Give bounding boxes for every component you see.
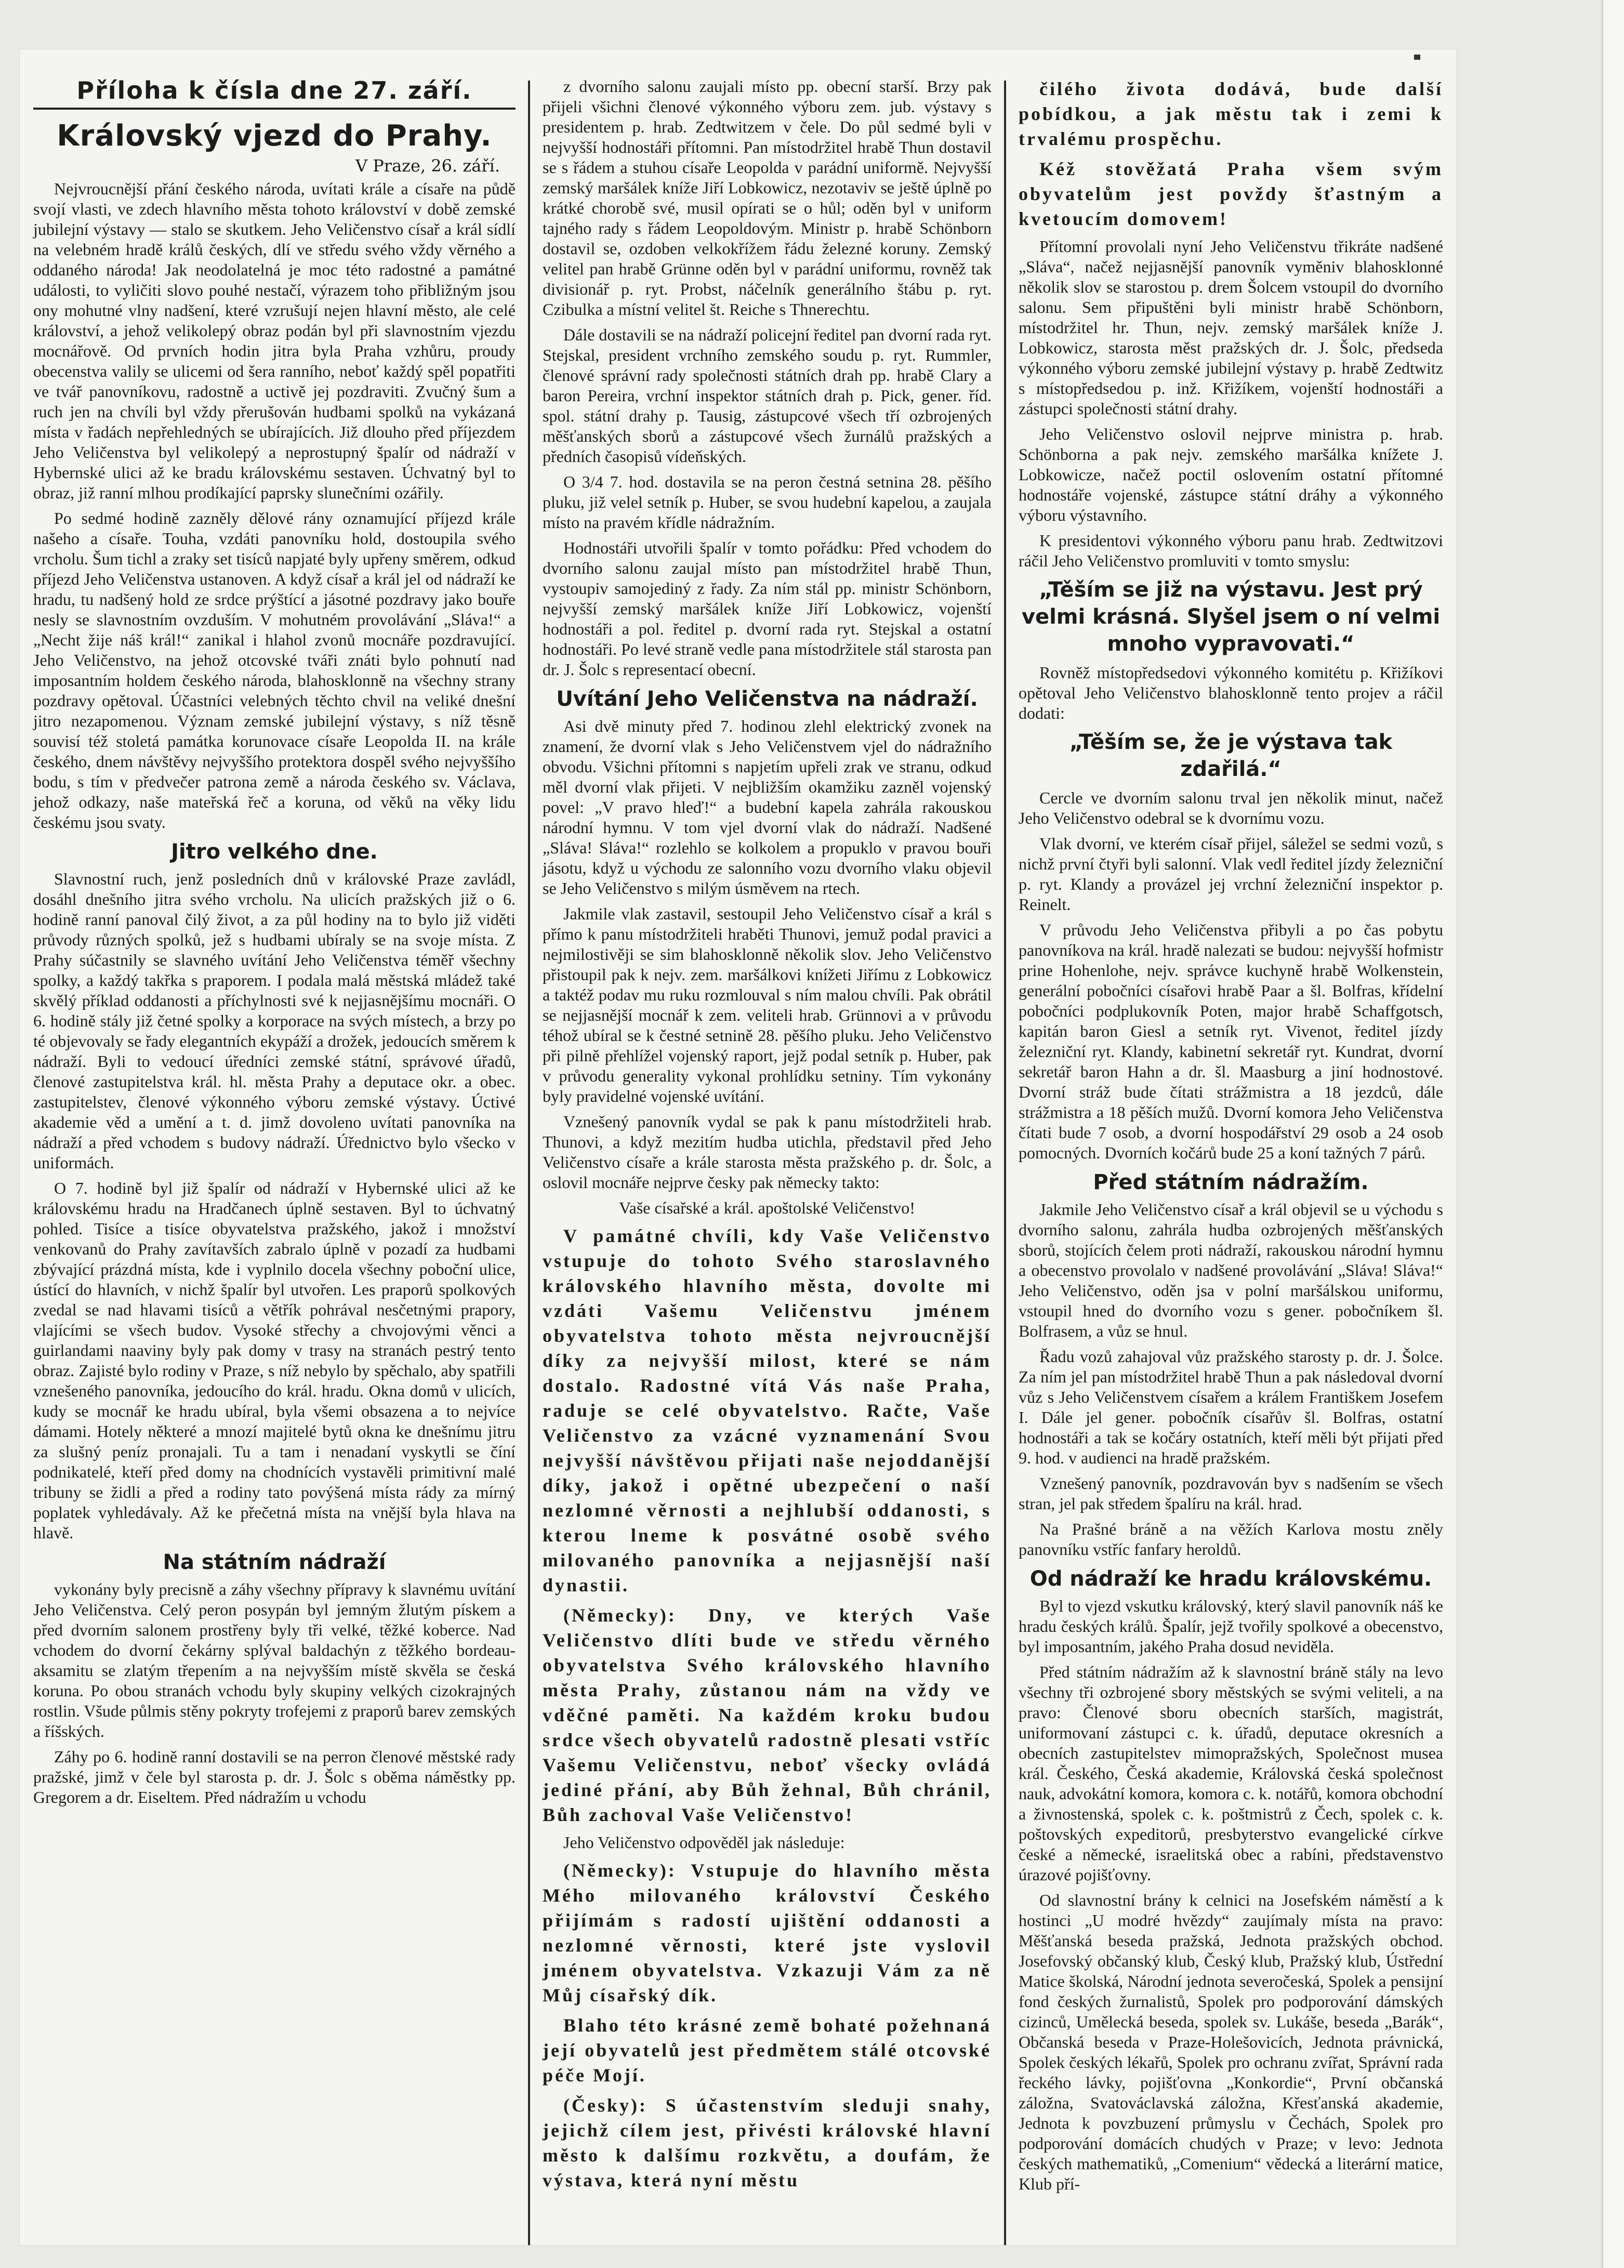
column-3 — [1005, 49, 1457, 2245]
paragraph: Po sedmé hodině zazněly dělové rány oznamující příjezd krále našeho a císaře. Touha, vzdáti panovníku hold, dostoupila svého vrcholu. Šum tichl a zraky set tisíců napjaté byly upřeny směrem, odkud příjezd Jeho Veličenstva ustanoven. A když císař a král jel od nádraží ke hradu, tu nadšený hold ze srdce prýštící a jásotné pozdravy jako bouře nesly se slavnostním ovzduším. V mohutném provolávání „Sláva!“ a „Necht žije náš král!“ zanikal i hlahol zvonů mocnáře pozdravující. Jeho Veličenstvo, na jehož otcovské tváři znáti bylo pohnutí nad imposantním holdem českého národa, blahosklonně na všechny strany pozdravy opětoval. Účastníci velebných těchto chvil na veliké dnešní jitro nezapomenou. Význam zemské jubilejní výstavy, s níž těsně souvisí též stoletá památka korunovace císaře Leopolda II. na krále českého, dnem návštěvy nejvyššího protektora dospěl svého nejvyššího bodu, s tím v předvečer patrona země a národa českého sv. Václava, jehož odkazy, naše mateřská řeč a koruna, od věků na věky lidu českému jsou svaty. — [33, 509, 516, 832]
paragraph: Záhy po 6. hodině ranní dostavili se na perron členové městské rady pražské, jimž v čele byl starosta p. dr. J. Šolc s oběma náměstky pp. Gregorem a dr. Eiseltem. Před nádražím u vchodu — [33, 1747, 516, 1807]
paragraph: Jakmile vlak zastavil, sestoupil Jeho Veličenstvo císař a král s přímo k panu místodržiteli hraběti Thunovi, jemuž podal pravici a nejmilostivěji se sim blahosklonně několik slov. Jeho Veličenstvo přistoupil pak k nejv. zem. maršálkovi knížeti Jiřímu z Lobkowicz a taktéž podav mu ruku rozmlouval s ním malou chvíli. Pak obrátil se nejjasnější mocnář k zem. veliteli hrab. Grünnovi a v průvodu téhož ubíral se k čestné setnině 28. pěšího pluku. Jeho Veličenstvo při pilně přehlížel vojenský raport, jejž podal setník p. Huber, pak v průvodu generality vykonal prohlídku setniny. Tím vykonány byly pravidelné vojenské uvítání. — [543, 904, 992, 1105]
paragraph: vykonány byly precisně a záhy všechny přípravy k slavnému uvítání Jeho Veličenstva. Celý peron posypán byl jemným žlutým pískem a před dvorním salonem prostřeny byly tři velké, těžké koberce. Nad vchodem do dvorní čekárny splýval baldachýn z těžkého bordeau-aksamitu se zlatým třepením a na nejvyšším místě skvěla se česká koruna. Po obou stranách vchodu byly skupiny velkých cizokrajných rostlin. Všude půlmis stěny pokryty trofejemi z praporů barev zemských a říšských. — [33, 1580, 516, 1740]
paragraph: Dále dostavili se na nádraží policejní ředitel pan dvorní rada ryt. Stejskal, president vrchního zemského soudu p. ryt. Rummler, členové správní rady společnosti státních drah pp. hrabě Clary a baron Pereira, vrchní inspektor státních drah p. Pick, gener. říd. spol. státní drahy p. Tausig, zástupcové všech tří ozbrojených měšťanských sborů a zástupcové všech žurnálů pražských a předních časopisů vídeňských. — [543, 325, 992, 466]
speech-text: V památné chvíli, kdy Vaše Veličenstvo vstupuje do tohoto Svého staroslavného královského hlavního města, dovolte mi vzdáti Vašemu Veličenstvu jménem obyvatelstva tohoto města nejvroucnější díky za nejvyšší milost, které se nám dostalo. Radostné vítá Vás naše Praha, raduje se celé obyvatelstvo. Račte, Vaše Veličenstvo za vzácné vyznamenání Svou nejvyšší návštěvou přijati naše nejoddanější díky, jakož i opětné ubezpečení o naší nezlomné věrnosti a nejhlubší oddanosti, s kterou lneme k posvátné osobě svého milovaného panovníka a nejjasnější naší dynastii. — [543, 1225, 992, 1595]
quote: „Těším se již na výstavu. Jest prý velmi krásná. Slyšel jsem o ní velmi mnoho vypravovati.“ — [1021, 578, 1441, 656]
column-2 — [529, 49, 1005, 2245]
scan-edge — [1602, 0, 1624, 2268]
paragraph: Řadu vozů zahajoval vůz pražského starosty p. dr. J. Šolce. Za ním jel pan místodržitel hrabě Thun a pak následoval dvorní vůz s Jeho Veličenstvem císařem a králem Františkem Josefem I. Dále jel gener. pobočník císařův šl. Bolfras, ostatní hodnostáři a tak se kočáry ostatních, kteří měli být přijati před 9. hod. v audienci na hradě pražském. — [1019, 1347, 1443, 1467]
paragraph: Jeho Veličenstvo oslovil nejprve ministra p. hrab. Schönborna a pak nejv. zemského maršálka knížete J. Lobkowicze, načež poctil oslovením ostatní přítomné hodnostáře vojenské, zástupce státní dráhy a výkonného výboru výstavního. — [1019, 425, 1443, 524]
section-heading: Před státním nádražím. — [1093, 1170, 1369, 1194]
paragraph: Jeho Veličenstvo odpověděl jak následuje: — [563, 1833, 845, 1852]
paragraph: Vznešený panovník vydal se pak k panu místodržiteli hrab. Thunovi, a když mezitím hudba utichla, představil před Jeho Veličenstvo císaře a krále starosta města pražského p. dr. Šolc, a oslovil mocnáře nejprve česky pak německy takto: — [543, 1112, 992, 1192]
supplement-title: Příloha k čísla dne 27. září. — [33, 76, 516, 110]
emperor-reply: Blaho této krásné země bohaté požehnaná její obyvatelů jest předmětem stálé otcovské péče Mojí. — [543, 2015, 992, 2086]
column-1 — [20, 49, 529, 2245]
paragraph: O 7. hodině byl již špalír od nádraží v Hybernské ulici až ke královskému hradu na Hradčanech úplně sestaven. Byl to úchvatný pohled. Tisíce a tisíce obyvatelstva pražského, jakož i množství venkovanů do Prahy zavítavších zabralo úplně v pozadí za hudbami zbývající prázdná místa, kde i vyplnilo docela všechny poboční ulice, ústící do hlavních, v nichž špalír byl utvořen. Les praporů spolkových zvedal se nad hlavami tisíců a větřík pohrával nesčetnými prapory, vlajícími se všech budov. Vysoké střechy a chvojovými věnci a guirlandami naaviny byly pak domy v trasy na stranách pestrý tento obraz. Zajisté bylo rodiny v Praze, s níž nebylo by spěchalo, aby spatřili vznešeného panovníka, jedoucího do král. hradu. Okna domů v ulicích, kudy se mocnář ke hradu ubíral, byla všemi obsazena a to nejvíce dámami. Hotely některé a mnozí majitelé bytů okna ke dnešnímu jitru za slušný peníz pronajali. Tu a tam i nenadaní vyskytli se číní podnikatelé, kteří před domy na chodnících vystavěli primitivní malé tribuny se židli a před a rodiny tato povýšená místa rády za mírný poplatek vyhledávaly. Až ke přečetná místa na vnější byla hlava na hlavě. — [33, 1179, 516, 1542]
paragraph: z dvorního salonu zaujali místo pp. obecní starší. Brzy pak přijeli všichni členové výkonného výboru zem. jub. výstavy s presidentem p. hrab. Zedtwitzem v čele. Do půl sedmé byli v nejvyšší hodnostáři přítomni. Pan místodržitel hrabě Thun dostavil se s řádem a stuhou císaře Leopolda v parádní uniformě. Nejvyšší zemský maršálek kníže Jiří Lobkowicz, nezotaviv se ještě úplně po krátké chorobě své, musil opírati se o hůl; oděn byl v uniform tajného rady s řádem Leopoldovým. Ministr p. hrabě Schönborn dostavil se, ozdoben velkokřížem řádu železné koruny. Zemský velitel pan hrabě Grünne oděn byl v parádní uniformu, rovněž tak divisionář p. ryt. Probst, náčelník generálního štábu p. ryt. Czibulka a místní velitel št. Reiche s Thnerechtu. — [543, 77, 992, 319]
paragraph: Cercle ve dvorním salonu trval jen několik minut, načež Jeho Veličenstvo odebral se k dvornímu vozu. — [1019, 788, 1443, 827]
quote: „Těším se, že je výstava tak zdařilá.“ — [1069, 730, 1393, 781]
section-heading: Jitro velkého dne. — [171, 840, 378, 864]
paragraph: Asi dvě minuty před 7. hodinou zlehl elektrický zvonek na znamení, že dvorní vlak s Jeho Veličenstvem vjel do nádražního obvodu. Všichni přítomni s napjetím upřeli zrak ve stranu, odkud měl dvorní vlak přijeti. V nejbližším okamžiku zazněl vojenský povel: „V pravo hleď!“ a budební kapela zahrála rakouskou národní hymnu. V tom vjel dvorní vlak do nádraží. Nadšené „Sláva! Sláva!“ rozlehlo se kolkolem a propuklo v pravou bouři jásotu, když u východu ze salonního vozu dvorního vlaku objevil se Jeho Veličenstvo s milým úsměvem na rtech. — [543, 717, 992, 898]
emperor-reply: čilého života dodává, bude další pobídkou, a jak městu tak i zemi k trvalému prospěchu. — [1019, 78, 1443, 149]
emperor-reply: (Česky): S účastenstvím sleduji snahy, jejichž cílem jest, přivésti královské hlavní město k dalšímu rozkvětu, a doufám, že výstava, která nyní městu — [543, 2095, 992, 2191]
paragraph: Slavnostní ruch, jenž posledních dnů v královské Praze zavládl, dosáhl dnešního jitra svého vrcholu. Na ulicích pražských již o 6. hodině ranní panoval čilý život, a za půl hodiny na to bylo již viděti průvody různých spolků, jež s hudbami ubíraly se na svoje místa. Z Prahy súčastnily se slavného uvítání Jeho Veličenstva téměř všechny spolky, a každý takřka s praporem. I podala malá městská mládež také skvělý příklad oddanosti a příchylnosti své k nejjasnějšímu mocnáři. O 6. hodině stály již četné spolky a korporace na svých místech, a brzy po té objevovaly se řady elegantních ekypáží a drožek, jedoucích směrem k nádraží. Byli to vedoucí úředníci zemské státní, správové úřadů, členové zastupitelstva král. hl. města Prahy a deputace okr. a obec. zastupitelstev, členové výkonného výboru zemské výstavy. Úctivé akademie věd a umění a t. d. jimž dovoleno uvítati panovníka na nádraží a před vchodem s budovy nádraží. Úřednictvo bylo všecko v uniformách. — [33, 869, 516, 1172]
paragraph: Nejvroucnější přání českého národa, uvítati krále a císaře na půdě svojí vlasti, ve zdech hlavního města tohoto království v době zemské jubilejní výstavy — stalo se skutkem. Jeho Veličenstvo císař a král sídlí na velebném hradě králů českých, dlí ve středu svého vždy věrného a oddaného národa! Jak neodolatelná je moc této radostné a památné události, to vyličiti slovo pouhé nestačí, výrazem toho přibližným jsou ony mohutné vlny nadšení, které vzrušují nejen hlavní město, ale celé království, a jehož velikolepý obraz podán byl při slavnostním vjezdu mocnářově. Od prvních hodin jitra byla Praha vzhůru, proudy obecenstva valily se ulicemi od šera ranního, neboť každý spěl popatřiti ve tvář panovníkovu, radostně a uctivě jej pozdraviti. Zvučný šum a ruch jen na chvíli byl vždy přerušován hudbami spolků na vykázaná místa v řadách nepřehledných se ubírajících. Již dlouho před příjezdem Jeho Veličenstva byl velikolepý a neprostupný špalír od nádraží v Hybernské ulici až ke bradu královskému sestaven. Úchvatný byl to obraz, již ranní mlhou prodíkající paprsky slunečními ozářily. — [33, 179, 516, 502]
newspaper-page — [20, 49, 1457, 2245]
paragraph: Vznešený panovník, pozdravován byv s nadšením se všech stran, jel pak středem špalíru na král. hrad. — [1019, 1474, 1443, 1513]
paragraph: K presidentovi výkonného výboru panu hrab. Zedtwitzovi ráčil Jeho Veličenstvo promluviti v tomto smyslu: — [1019, 531, 1443, 570]
emperor-reply: (Německy): Vstupuje do hlavního města Mého milovaného království Českého přijímám s radostí ujištění oddanosti a nezlomné věrnosti, které jste vyslovil jménem obyvatelstva. Vzkazuji Vám za ně Můj císařský dík. — [543, 1860, 992, 2006]
salutation: Vaše císařské a král. apoštolské Veličenstvo! — [619, 1198, 915, 1217]
paragraph: Jakmile Jeho Veličenstvo císař a král objevil se u východu s dvorního salonu, zahrála hudba ozbrojených měšťanských sborů, stojících čelem proti nádraží, rakouskou národní hymnu a obecenstvo provolalo v nadšené provolávání „Sláva! Sláva!“ Jeho Veličenstvo, oděn jsa v polní maršálskou uniformu, vstoupil hned do dvorního vozu s gener. pobočníkem šl. Bolfrasem, a vůz se hnul. — [1019, 1200, 1443, 1340]
paragraph: Přítomní provolali nyní Jeho Veličenstvu třikráte nadšené „Sláva“, načež nejjasnější panovník vyměniv blahosklonné několik slov se starostou p. drem Šolcem vstoupil do dvorního salonu. Sem připuštěni byli ministr hrabě Schönborn, místodržitel hr. Thun, nejv. zemský maršálek kníže J. Lobkowicz, starosta měst pražských dr. J. Šolc, předseda výkonného výboru zemské jubilejní výstavy p. hrabě Zedtwitz s místopředsedou p. inž. Křižíkem, vojenští hodnostáři a zástupci společnosti státní drahy. — [1019, 237, 1443, 418]
paragraph: Hodnostáři utvořili špalír v tomto pořádku: Před vchodem do dvorního salonu zaujal místo pan místodržitel hrabě Thun, vystoupiv samojediný z řady. Za ním stál pp. ministr Schönborn, nejvyšší zemský maršálek kníže Jiří Lobkowicz, vojenští hodnostáři a pol. ředitel p. dvorní rada ryt. Stejskal a ostatní hodnostáři. Po levé straně vedle pana místodržitele stál starosta pan dr. J. Šolc s representací obecní. — [543, 538, 992, 679]
emperor-reply: Kéž stověžatá Praha všem svým obyvatelům jest povždy šťastným a kvetoucím domovem! — [1019, 159, 1443, 229]
paragraph: Rovněž místopředsedovi výkonného komitétu p. Křižíkovi opětoval Jeho Veličenstvo blahosklonně tento projev a ráčil dodati: — [1019, 663, 1443, 722]
article-headline: Královský vjezd do Prahy. — [57, 119, 492, 153]
paragraph: Byl to vjezd vskutku královský, který slavil panovník náš ke hradu českých králů. Špalír, jejž tvořily spolkové a obecenstvo, byl imposantním, jakého Praha dosud neviděla. — [1019, 1597, 1443, 1656]
dateline: V Praze, 26. září. — [355, 156, 500, 176]
paragraph: Vlak dvorní, ve kterém císař přijel, sáležel se sedmi vozů, s nichž první čtyři byli salonní. Vlak vedl ředitel jízdy železniční p. ryt. Klandy a provázel jej vrchní železniční inspektor p. Reinelt. — [1019, 834, 1443, 914]
paragraph: Na Prašné bráně a na věžích Karlova mostu zněly panovníku vstříc fanfary heroldů. — [1019, 1520, 1443, 1559]
paragraph: Od slavnostní brány k celnici na Josefském náměstí a k hostinci „U modré hvězdy“ zaujímaly místa na pravo: Měšťanská beseda pražská, Jednota pražských obchod. Josefovský občanský klub, Český klub, Pražský klub, Ústřední Matice školská, Národní jednota severočeská, Spolek a pensijní fond českých žurnalistů, Spolek pro podporování dámských cizinců, Umělecká beseda, spolek sv. Lukáše, beseda „Barák“, Občanská beseda v Praze-Holešovicích, Jednota právnická, Spolek českých lékařů, Spolek pro ochranu zvířat, Správní rada řeckého lávky, pojišťovna „Konkordie“, První občanská záložna, Svatováclavská záložna, Křesťanská akademie, Jednota k povzbuzení průmyslu v Čechách, Spolek pro podporování domácích chudých v Praze; v levo: Jednota českých mathematiků, „Comenium“ vědecká a literární matice, Klub pří- — [1019, 1891, 1443, 2193]
section-heading: Uvítání Jeho Veličenstva na nádraží. — [556, 687, 978, 711]
section-heading: Na státním nádraží — [163, 1550, 386, 1574]
paragraph: O 3/4 7. hod. dostavila se na peron čestná setnina 28. pěšího pluku, již velel setník p. Huber, se svou hudební kapelou, a zaujala místo na pravém křídle nádražním. — [543, 472, 992, 532]
speech-text: (Německy): Dny, ve kterých Vaše Veličenstvo dlíti bude ve středu věrného obyvatelstva Svého královského hlavního města Prahy, zůstanou nám na vždy ve vděčné paměti. Na každém kroku budou srdce všech obyvatelů radostně plesati vstříc Vašemu Veličenstvu, neboť všecky ovládá jediné přání, aby Bůh žehnal, Bůh chránil, Bůh zachoval Vaše Veličenstvo! — [543, 1605, 992, 1825]
paragraph: Před státním nádražím až k slavnostní bráně stály na levo všechny tři ozbrojené sbory městských se svými veliteli, a na pravo: Členové sboru obecních starších, magistrát, uniformovaní zástupci c. k. úřadů, deputace okresních a obecních zastupitelstev mimopražských, Společnost musea král. Českého, Česká akademie, Královská česká společnost nauk, advokátní komora, komora c. k. notářů, komora obchodní a živnostenská, spolek c. k. poštmistrů z Čech, spolek c. k. poštovských expeditorů, presbyterstvo evangelické církve české a německé, israelitská obec a rabíni, představenstvo úrazové pojišťovny. — [1019, 1663, 1443, 1884]
paragraph: V průvodu Jeho Veličenstva přibyli a po čas pobytu panovníkova na král. hradě nalezati se budou: nejvyšší hofmistr prine Hohenlohe, nejv. správce kuchyně hrabě Wolkenstein, generální pobočníci císařovi hrabě Paar a šl. Bolfras, křídelní pobočníci podplukovník Poten, major hrabě Schaffgotsch, kapitán baron Giesl a setník ryt. Vivenot, ředitel jízdy železniční ryt. Klandy, kabinetní sekretář ryt. Kundrat, dvorní sekretář baron Hahn a dr. šl. Maasburg a jiní hodnostové. Dvorní stráž bude čítati strážmistra a 18 jezdců, dále strážmistra a 18 pěších mužů. Dvorní komora Jeho Veličenstva čítati bude 7 osob, a dvorní hospodářství 29 osob a 24 osob pomocných. Dvorních kočárů bude 25 a koní tažných 7 párů. — [1019, 920, 1443, 1162]
section-heading: Od nádraží ke hradu královskému. — [1029, 1567, 1432, 1591]
